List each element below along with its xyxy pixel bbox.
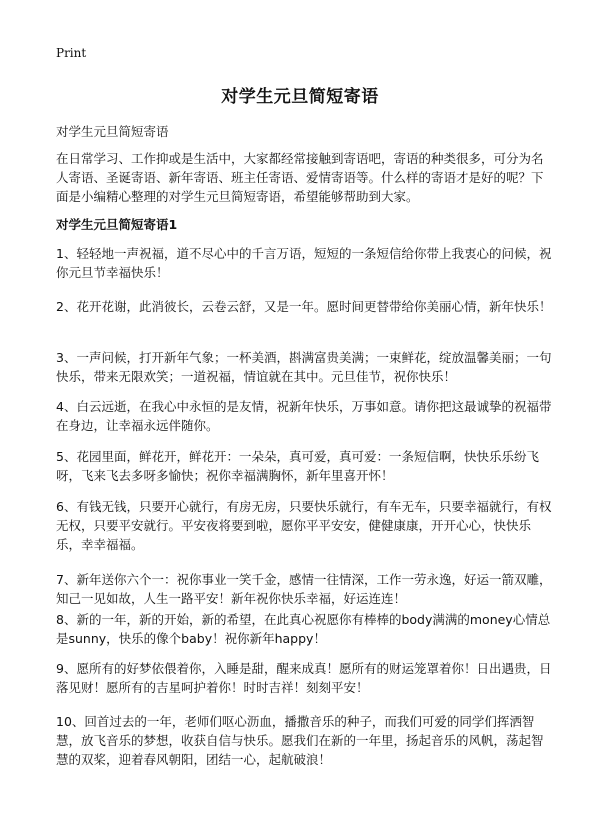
list-item: 2、花开花谢，此消彼长，云卷云舒，又是一年。愿时间更替带给你美丽心情，新年快乐！ [56,299,552,314]
list-item: 8、新的一年，新的开始，新的希望，在此真心祝愿你有棒棒的body满满的money心情总是sunny，快乐的像个baby！祝你新年happy！ [56,612,551,646]
list-item: 3、一声问候，打开新年气象；一杯美酒，斟满富贵美满；一束鲜花，绽放温馨美丽；一句快乐，带来无限欢笑；一道祝福，情谊就在其中。元旦佳节，祝你快乐！ [56,350,552,384]
list-item: 5、花园里面，鲜花开，鲜花开：一朵朵，真可爱，真可爱：一条短信啊，快快乐乐纷飞呀，飞来飞去多呀多愉快；祝你幸福满胸怀，新年里喜开怀！ [56,449,539,483]
section-heading: 对学生元旦简短寄语1 [56,217,178,232]
print-link[interactable]: Print [56,46,87,60]
list-item: 6、有钱无钱，只要开心就行，有房无房，只要快乐就行，有车无车，只要幸福就行，有权无权，只要平安就行。平安夜将要到啦，愿你平平安安，健健康康，开开心心，快快乐乐，幸幸福福。 [56,499,552,552]
list-item: 9、愿所有的好梦依偎着你，入睡是甜，醒来成真！愿所有的财运笼罩着你！日出遇贵，日落见财！愿所有的吉星呵护着你！时时吉祥！刻刻平安！ [56,661,552,695]
list-item: 4、白云远逝，在我心中永恒的是友情，祝新年快乐，万事如意。请你把这最诚挚的祝福带在身边，让幸福永远伴随你。 [56,399,552,433]
list-item: 10、回首过去的一年，老师们呕心沥血，播撒音乐的种子，而我们可爱的同学们挥洒智慧，放飞音乐的梦想，收获自信与快乐。愿我们在新的一年里，扬起音乐的风帆，荡起智慧的双桨，迎着春风朝阳，团结一心，起航破浪！ [56,714,544,767]
subtitle: 对学生元旦简短寄语 [56,124,169,139]
list-item: 1、轻轻地一声祝福，道不尽心中的千言万语，短短的一条短信给你带上我衷心的问候，祝你元旦节幸福快乐！ [56,246,552,280]
intro-paragraph: 在日常学习、工作抑或是生活中，大家都经常接触到寄语吧，寄语的种类很多，可分为名人寄语、圣诞寄语、新年寄语、班主任寄语、爱情寄语等。什么样的寄语才是好的呢？下面是小编精心整理的对学生元旦简短寄语，希望能够帮助到大家。 [56,151,544,204]
page-title: 对学生元旦简短寄语 [221,87,379,107]
list-item: 7、新年送你六个一：祝你事业一笑千金，感情一往情深，工作一劳永逸，好运一箭双雕，知己一见如故，人生一路平安！新年祝你快乐幸福，好运连连！ [56,572,552,606]
